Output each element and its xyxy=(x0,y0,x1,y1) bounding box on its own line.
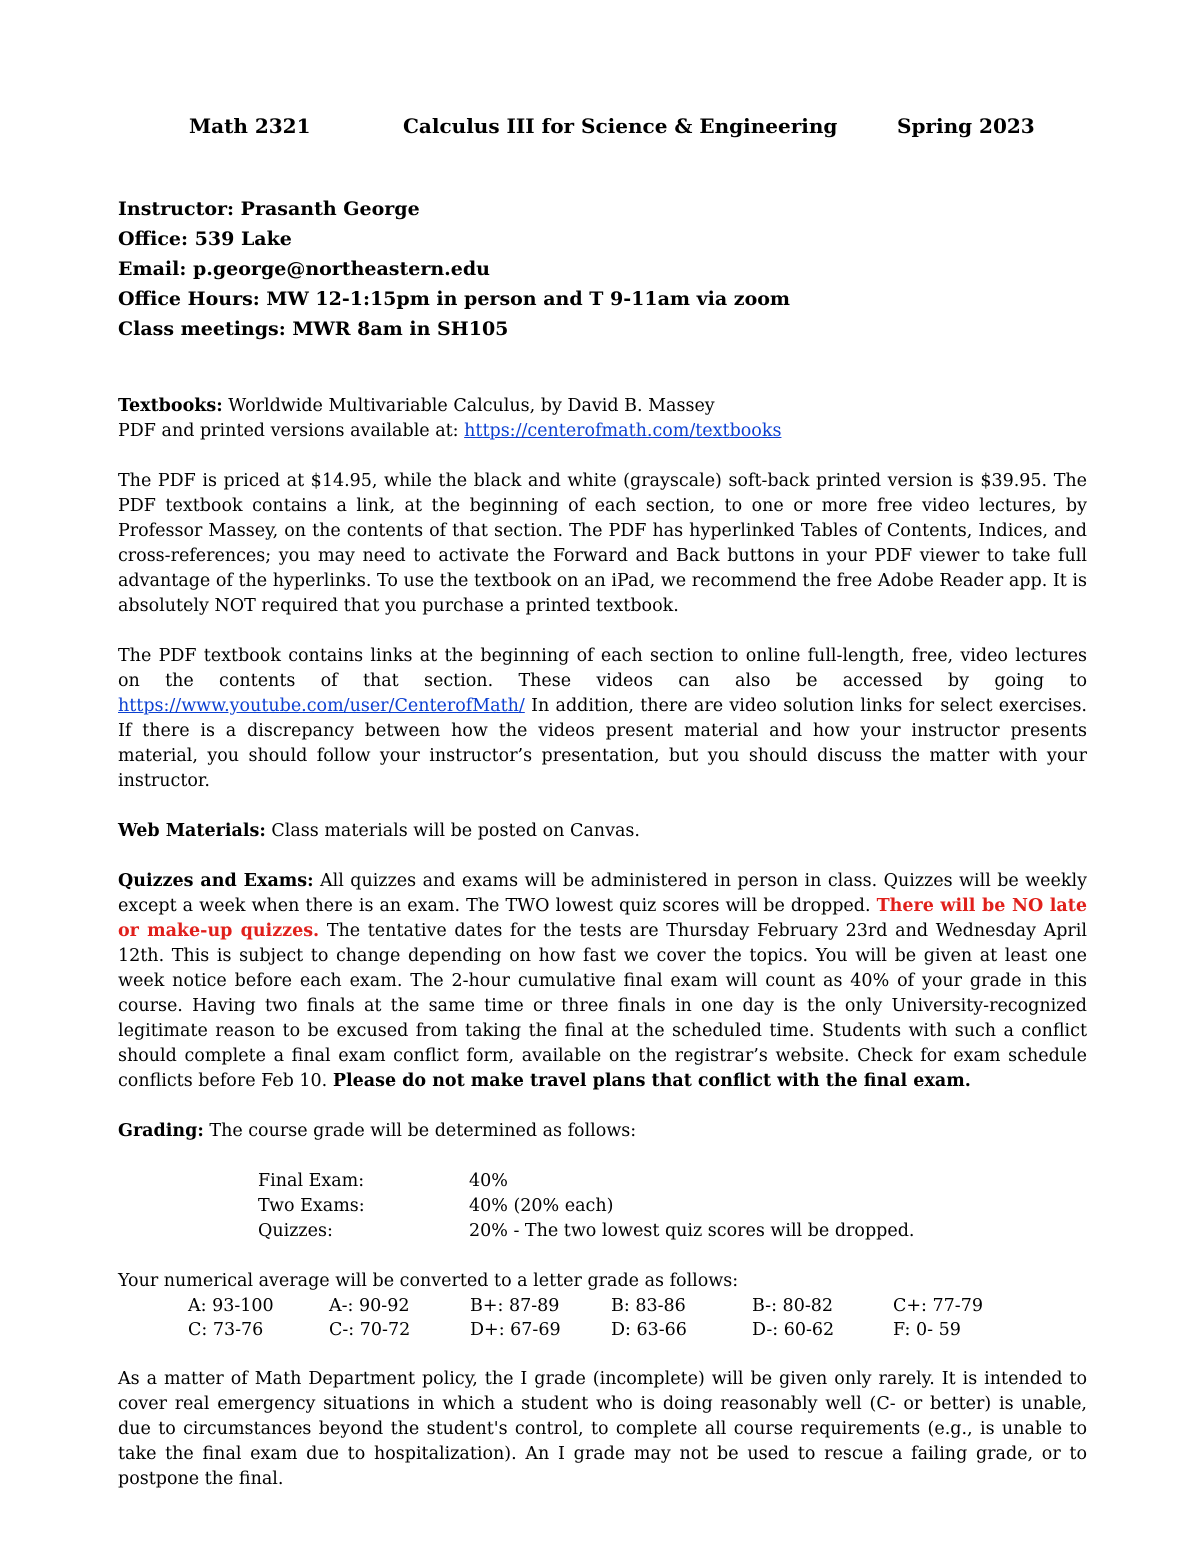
email-line xyxy=(118,254,790,284)
grade-scale-row xyxy=(188,1294,1034,1318)
grade-cutoff: C+: 77-79 xyxy=(893,1296,983,1316)
document-header xyxy=(0,114,1200,144)
grade-cutoff: F: 0- 59 xyxy=(893,1320,961,1340)
grading-section xyxy=(118,1119,1087,1144)
grade-cutoff: B: 83-86 xyxy=(611,1296,686,1316)
grading-row xyxy=(258,1194,914,1219)
class-meetings-line xyxy=(118,314,790,344)
grading-item: Final Exam: xyxy=(258,1171,365,1191)
grade-cutoff: D+: 67-69 xyxy=(470,1320,561,1340)
grade-cutoff: C-: 70-72 xyxy=(329,1320,411,1340)
textbooks-link[interactable]: https://centerofmath.com/textbooks xyxy=(464,421,782,441)
grade-cutoff: D: 63-66 xyxy=(611,1320,687,1340)
instructor-name: Prasanth George xyxy=(240,198,420,220)
grading-table xyxy=(258,1169,914,1244)
grading-text: The course grade will be determined as follows: xyxy=(209,1121,637,1141)
web-materials-label: Web Materials: xyxy=(118,821,266,841)
class-meetings-value: MWR 8am in SH105 xyxy=(292,318,509,340)
grade-scale-table xyxy=(188,1294,1034,1342)
quizzes-exams-text: All quizzes and exams will be administered in person in class. Quizzes will be weekly except a week when there is an exam. The TWO lowest quiz scores will be dropped. xyxy=(118,871,1087,916)
no-late-quizzes-warning: There will be NO late or make-up quizzes. xyxy=(118,896,1087,941)
class-meetings-label: Class meetings: xyxy=(118,318,286,340)
grading-weight: 40% xyxy=(469,1171,508,1191)
grading-weight: 20% - The two lowest quiz scores will be dropped. xyxy=(469,1221,915,1241)
office-label: Office: xyxy=(118,228,189,250)
grading-row xyxy=(258,1169,914,1194)
travel-plans-warning: Please do not make travel plans that conflict with the final exam. xyxy=(332,1071,971,1091)
email-label: Email: xyxy=(118,258,187,280)
textbooks-availability: PDF and printed versions available at: xyxy=(118,421,459,441)
grade-scale-row xyxy=(188,1318,1034,1342)
office-hours-label: Office Hours: xyxy=(118,288,260,310)
course-number: Math 2321 xyxy=(189,114,311,138)
office-hours-value: MW 12-1:15pm in person and T 9-11am via zoom xyxy=(266,288,791,310)
instructor-line xyxy=(118,194,790,224)
course-title: Calculus III for Science & Engineering xyxy=(403,114,838,138)
grade-cutoff: C: 73-76 xyxy=(188,1320,264,1340)
web-materials-section xyxy=(118,819,1087,844)
incomplete-policy-paragraph: As a matter of Math Department policy, the I grade (incomplete) will be given only rarely. It is intended to cover real emergency situations in which a student who is doing reasonably well (C- or better) is unable, due to circumstances beyond the student's control, to complete all course requirements (e.g., is unable to take the final exam due to hospitalization). An I grade may not be used to rescue a failing grade, or to postpone the final. xyxy=(118,1369,1087,1489)
syllabus-body xyxy=(118,394,1087,1517)
textbooks-text: Worldwide Multivariable Calculus, by David B. Massey xyxy=(228,396,715,416)
quizzes-exams-section xyxy=(118,869,1087,1094)
grade-cutoff: B-: 80-82 xyxy=(752,1296,834,1316)
office-value: 539 Lake xyxy=(194,228,292,250)
email-value: p.george@northeastern.edu xyxy=(192,258,490,280)
office-line xyxy=(118,224,790,254)
grading-item: Two Exams: xyxy=(258,1196,365,1216)
pricing-paragraph: The PDF is priced at $14.95, while the black and white (grayscale) soft-back printed version is $39.95. The PDF textbook contains a link, at the beginning of each section, to one or more free video lectures, by Professor Massey, on the contents of that section. The PDF has hyperlinked Tables of Contents, Indices, and cross-references; you may need to activate the Forward and Back buttons in your PDF viewer to take full advantage of the hyperlinks. To use the textbook on an iPad, we recommend the free Adobe Reader app. It is absolutely NOT required that you purchase a printed textbook. xyxy=(118,471,1087,616)
grade-cutoff: A-: 90-92 xyxy=(329,1296,410,1316)
videos-text-before: The PDF textbook contains links at the beginning of each section to online full-length, free, video lectures on the contents of that section. These videos can also be accessed by going to xyxy=(118,646,1087,691)
videos-text-after: In addition, there are video solution links for select exercises. If there is a discrepancy between how the videos present material and how your instructor presents material, you should follow your instructor’s presentation, but you should discuss the matter with your instructor. xyxy=(118,696,1087,791)
videos-paragraph xyxy=(118,644,1087,794)
grade-cutoff: A: 93-100 xyxy=(188,1296,274,1316)
quizzes-exams-label: Quizzes and Exams: xyxy=(118,871,314,891)
instructor-info xyxy=(118,194,790,344)
quizzes-exams-details: The tentative dates for the tests are Thursday February 23rd and Wednesday April 12th. This is subject to change depending on how fast we cover the topics. You will be given at least one week notice before each exam. The 2-hour cumulative final exam will count as 40% of your grade in this course. Having two finals at the same time or three finals in one day is the only University-recognized legitimate reason to be excused from taking the final at the scheduled time. Students with such a conflict should complete a final exam conflict form, available on the registrar’s website. Check for exam schedule conflicts before Feb 10. xyxy=(118,921,1087,1091)
grading-weight: 40% (20% each) xyxy=(469,1196,614,1216)
grading-label: Grading: xyxy=(118,1121,204,1141)
course-term: Spring 2023 xyxy=(897,114,1035,138)
youtube-link[interactable]: https://www.youtube.com/user/CenterofMath/ xyxy=(118,696,525,716)
grading-row xyxy=(258,1219,914,1244)
textbooks-label: Textbooks: xyxy=(118,396,223,416)
office-hours-line xyxy=(118,284,790,314)
grade-cutoff: D-: 60-62 xyxy=(752,1320,835,1340)
grade-scale-intro: Your numerical average will be converted to a letter grade as follows: xyxy=(118,1271,739,1291)
textbooks-section xyxy=(118,394,1087,444)
instructor-label: Instructor: xyxy=(118,198,235,220)
grading-item: Quizzes: xyxy=(258,1221,333,1241)
grade-cutoff: B+: 87-89 xyxy=(470,1296,560,1316)
web-materials-text: Class materials will be posted on Canvas. xyxy=(271,821,640,841)
